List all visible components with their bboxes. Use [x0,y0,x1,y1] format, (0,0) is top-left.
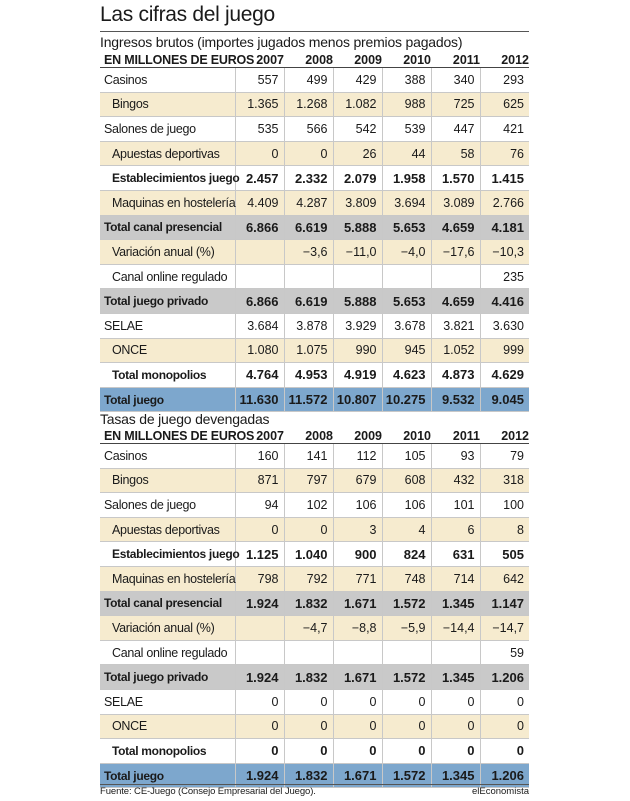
cell-value: 26 [333,141,382,166]
cell-value: 535 [235,117,284,142]
cell-value: 1.958 [382,166,431,191]
cell-value: 625 [480,92,529,117]
row-label: Variación anual (%) [100,616,235,641]
cell-value: 5.653 [382,215,431,240]
table-row [100,444,529,469]
cell-value: 725 [431,92,480,117]
cell-value: 1.415 [480,166,529,191]
cell-value: 499 [284,68,333,93]
cell-value: 1.052 [431,338,480,363]
row-label: Bingos [100,92,235,117]
cell-value [431,640,480,665]
year-header: 2009 [333,428,382,444]
cell-value: 566 [284,117,333,142]
row-label: ONCE [100,338,235,363]
cell-value: 824 [382,542,431,567]
row-label: Total canal presencial [100,591,235,616]
row-label: Establecimientos juego [100,542,235,567]
cell-value: 94 [235,493,284,518]
table-2-unit-label: EN MILLONES DE EUROS [100,428,235,444]
cell-value: 1.924 [235,591,284,616]
table-2 [100,428,529,788]
cell-value: 4.629 [480,363,529,388]
cell-value: 4.416 [480,289,529,314]
row-label: Bingos [100,468,235,493]
row-label: Total juego privado [100,665,235,690]
cell-value [235,264,284,289]
cell-value: 0 [284,141,333,166]
cell-value: 542 [333,117,382,142]
cell-value: 0 [235,739,284,764]
cell-value: 59 [480,640,529,665]
table-2-header-row [100,428,529,444]
cell-value: 79 [480,444,529,469]
cell-value: 6.866 [235,289,284,314]
cell-value: −14,4 [431,616,480,641]
cell-value: 988 [382,92,431,117]
year-header: 2011 [431,52,480,68]
cell-value: 0 [431,739,480,764]
row-label: Establecimientos juego [100,166,235,191]
cell-value: 1.671 [333,665,382,690]
row-label: Salones de juego [100,493,235,518]
cell-value: 0 [235,714,284,739]
cell-value: 160 [235,444,284,469]
table-row [100,338,529,363]
cell-value: 798 [235,566,284,591]
cell-value: 3.630 [480,313,529,338]
cell-value: 3.929 [333,313,382,338]
row-label: Total juego [100,387,235,412]
cell-value: 5.888 [333,215,382,240]
cell-value: 112 [333,444,382,469]
table-row [100,387,529,412]
row-label: Canal online regulado [100,640,235,665]
cell-value: 0 [235,517,284,542]
cell-value: 999 [480,338,529,363]
cell-value: 105 [382,444,431,469]
table-row [100,542,529,567]
cell-value: 0 [333,714,382,739]
cell-value: 1.365 [235,92,284,117]
cell-value: 1.206 [480,665,529,690]
cell-value: 3.684 [235,313,284,338]
cell-value: 0 [382,689,431,714]
cell-value: 141 [284,444,333,469]
cell-value: 235 [480,264,529,289]
cell-value: 9.045 [480,387,529,412]
source-note: Fuente: CE-Juego (Consejo Empresarial del Juego). [100,786,316,797]
row-label: Casinos [100,444,235,469]
table-row [100,264,529,289]
cell-value: 388 [382,68,431,93]
cell-value: 318 [480,468,529,493]
cell-value: 1.345 [431,763,480,788]
cell-value: 1.082 [333,92,382,117]
cell-value: 102 [284,493,333,518]
cell-value: 9.532 [431,387,480,412]
cell-value: 2.457 [235,166,284,191]
year-header: 2007 [235,52,284,68]
table-row [100,141,529,166]
table-row [100,363,529,388]
row-label: Total juego privado [100,289,235,314]
cell-value: 44 [382,141,431,166]
row-label: SELAE [100,313,235,338]
cell-value: 340 [431,68,480,93]
table-row [100,714,529,739]
cell-value: 0 [382,739,431,764]
cell-value: 0 [431,714,480,739]
cell-value: −5,9 [382,616,431,641]
footer-rule [100,784,529,785]
cell-value: 4.623 [382,363,431,388]
cell-value: 10.807 [333,387,382,412]
cell-value: 5.653 [382,289,431,314]
cell-value: 3.821 [431,313,480,338]
year-header: 2012 [480,428,529,444]
cell-value: 0 [235,689,284,714]
year-header: 2012 [480,52,529,68]
cell-value: 0 [480,714,529,739]
cell-value: 4.659 [431,289,480,314]
cell-value: 0 [480,739,529,764]
table-row [100,166,529,191]
cell-value: 10.275 [382,387,431,412]
cell-value: 797 [284,468,333,493]
cell-value: 1.832 [284,591,333,616]
cell-value: 0 [333,739,382,764]
table-row [100,517,529,542]
year-header: 2010 [382,52,431,68]
cell-value: 0 [284,714,333,739]
cell-value: 1.206 [480,763,529,788]
cell-value: 8 [480,517,529,542]
cell-value: 100 [480,493,529,518]
table-1-header-row [100,52,529,68]
cell-value: −3,6 [284,240,333,265]
table-1-body [100,68,529,412]
row-label: Total monopolios [100,739,235,764]
row-label: Apuestas deportivas [100,141,235,166]
cell-value: 4.873 [431,363,480,388]
table-row [100,591,529,616]
cell-value: 748 [382,566,431,591]
year-header: 2008 [284,428,333,444]
cell-value: 1.075 [284,338,333,363]
table-1 [100,52,529,412]
cell-value: 4.953 [284,363,333,388]
cell-value: 4.409 [235,190,284,215]
row-label: SELAE [100,689,235,714]
cell-value: 2.766 [480,190,529,215]
cell-value: 11.572 [284,387,333,412]
row-label: Apuestas deportivas [100,517,235,542]
table-2-body [100,444,529,788]
cell-value: 429 [333,68,382,93]
year-header: 2007 [235,428,284,444]
year-header: 2009 [333,52,382,68]
cell-value [235,240,284,265]
row-label: Total monopolios [100,363,235,388]
cell-value: 1.080 [235,338,284,363]
cell-value [333,640,382,665]
table-row [100,468,529,493]
cell-value: 714 [431,566,480,591]
cell-value: 1.924 [235,763,284,788]
cell-value: −4,7 [284,616,333,641]
cell-value: 4.659 [431,215,480,240]
row-label: Casinos [100,68,235,93]
cell-value: 0 [382,714,431,739]
year-header: 2011 [431,428,480,444]
cell-value: 101 [431,493,480,518]
cell-value: 2.332 [284,166,333,191]
row-label: Canal online regulado [100,264,235,289]
cell-value: 0 [284,517,333,542]
year-header: 2010 [382,428,431,444]
cell-value: 631 [431,542,480,567]
cell-value: 106 [382,493,431,518]
cell-value: 58 [431,141,480,166]
cell-value: −14,7 [480,616,529,641]
table-row [100,92,529,117]
cell-value: 4.764 [235,363,284,388]
row-label: Maquinas en hostelería [100,566,235,591]
table-row [100,640,529,665]
cell-value: 432 [431,468,480,493]
page-title: Las cifras del juego [100,3,275,26]
cell-value: 792 [284,566,333,591]
cell-value: 1.832 [284,763,333,788]
cell-value: 0 [284,739,333,764]
cell-value: 505 [480,542,529,567]
row-label: Total juego [100,763,235,788]
cell-value: 5.888 [333,289,382,314]
cell-value: 679 [333,468,382,493]
cell-value: 990 [333,338,382,363]
cell-value: 1.671 [333,763,382,788]
cell-value: 945 [382,338,431,363]
row-label: ONCE [100,714,235,739]
cell-value: 1.572 [382,763,431,788]
title-rule [100,31,529,32]
cell-value: 3.694 [382,190,431,215]
cell-value: −8,8 [333,616,382,641]
cell-value: −10,3 [480,240,529,265]
cell-value: 0 [235,141,284,166]
table-row [100,190,529,215]
table-2-title: Tasas de juego devengadas [100,411,270,427]
cell-value: 642 [480,566,529,591]
cell-value: 771 [333,566,382,591]
cell-value: 3.809 [333,190,382,215]
brand-credit: elEconomista [471,786,529,797]
cell-value [284,640,333,665]
cell-value: 293 [480,68,529,93]
table-row [100,689,529,714]
cell-value: 3.678 [382,313,431,338]
cell-value [382,264,431,289]
table-row [100,117,529,142]
cell-value: 1.345 [431,591,480,616]
cell-value: 4.181 [480,215,529,240]
cell-value [431,264,480,289]
cell-value: 0 [333,689,382,714]
table-row [100,289,529,314]
cell-value: 1.147 [480,591,529,616]
cell-value: 421 [480,117,529,142]
cell-value: 608 [382,468,431,493]
cell-value: 4.287 [284,190,333,215]
cell-value: 3 [333,517,382,542]
cell-value: 539 [382,117,431,142]
table-row [100,215,529,240]
cell-value: 1.345 [431,665,480,690]
cell-value: 1.671 [333,591,382,616]
table-row [100,616,529,641]
table-1-title: Ingresos brutos (importes jugados menos premios pagados) [100,34,463,50]
row-label: Maquinas en hostelería [100,190,235,215]
row-label: Variación anual (%) [100,240,235,265]
cell-value: 871 [235,468,284,493]
row-label: Salones de juego [100,117,235,142]
table-row [100,68,529,93]
cell-value: 76 [480,141,529,166]
cell-value: 1.125 [235,542,284,567]
cell-value: −17,6 [431,240,480,265]
cell-value: 0 [480,689,529,714]
cell-value: 6.866 [235,215,284,240]
cell-value: 1.268 [284,92,333,117]
cell-value: 93 [431,444,480,469]
cell-value: 6 [431,517,480,542]
table-row [100,566,529,591]
cell-value: 1.570 [431,166,480,191]
cell-value: 3.089 [431,190,480,215]
row-label: Total canal presencial [100,215,235,240]
cell-value: 6.619 [284,289,333,314]
cell-value: 6.619 [284,215,333,240]
cell-value: 1.832 [284,665,333,690]
cell-value: 4.919 [333,363,382,388]
table-row [100,493,529,518]
cell-value: 557 [235,68,284,93]
year-header: 2008 [284,52,333,68]
cell-value [333,264,382,289]
cell-value: 11.630 [235,387,284,412]
table-row [100,240,529,265]
cell-value: 0 [431,689,480,714]
cell-value: 3.878 [284,313,333,338]
table-row [100,665,529,690]
cell-value: 447 [431,117,480,142]
cell-value: −11,0 [333,240,382,265]
cell-value [382,640,431,665]
table-1-unit-label: EN MILLONES DE EUROS [100,52,235,68]
cell-value: 1.040 [284,542,333,567]
cell-value [284,264,333,289]
cell-value: 4 [382,517,431,542]
cell-value: 0 [284,689,333,714]
cell-value [235,640,284,665]
cell-value: 1.924 [235,665,284,690]
cell-value: −4,0 [382,240,431,265]
cell-value: 2.079 [333,166,382,191]
cell-value [235,616,284,641]
table-row [100,313,529,338]
table-row [100,739,529,764]
cell-value: 1.572 [382,665,431,690]
cell-value: 106 [333,493,382,518]
cell-value: 1.572 [382,591,431,616]
cell-value: 900 [333,542,382,567]
